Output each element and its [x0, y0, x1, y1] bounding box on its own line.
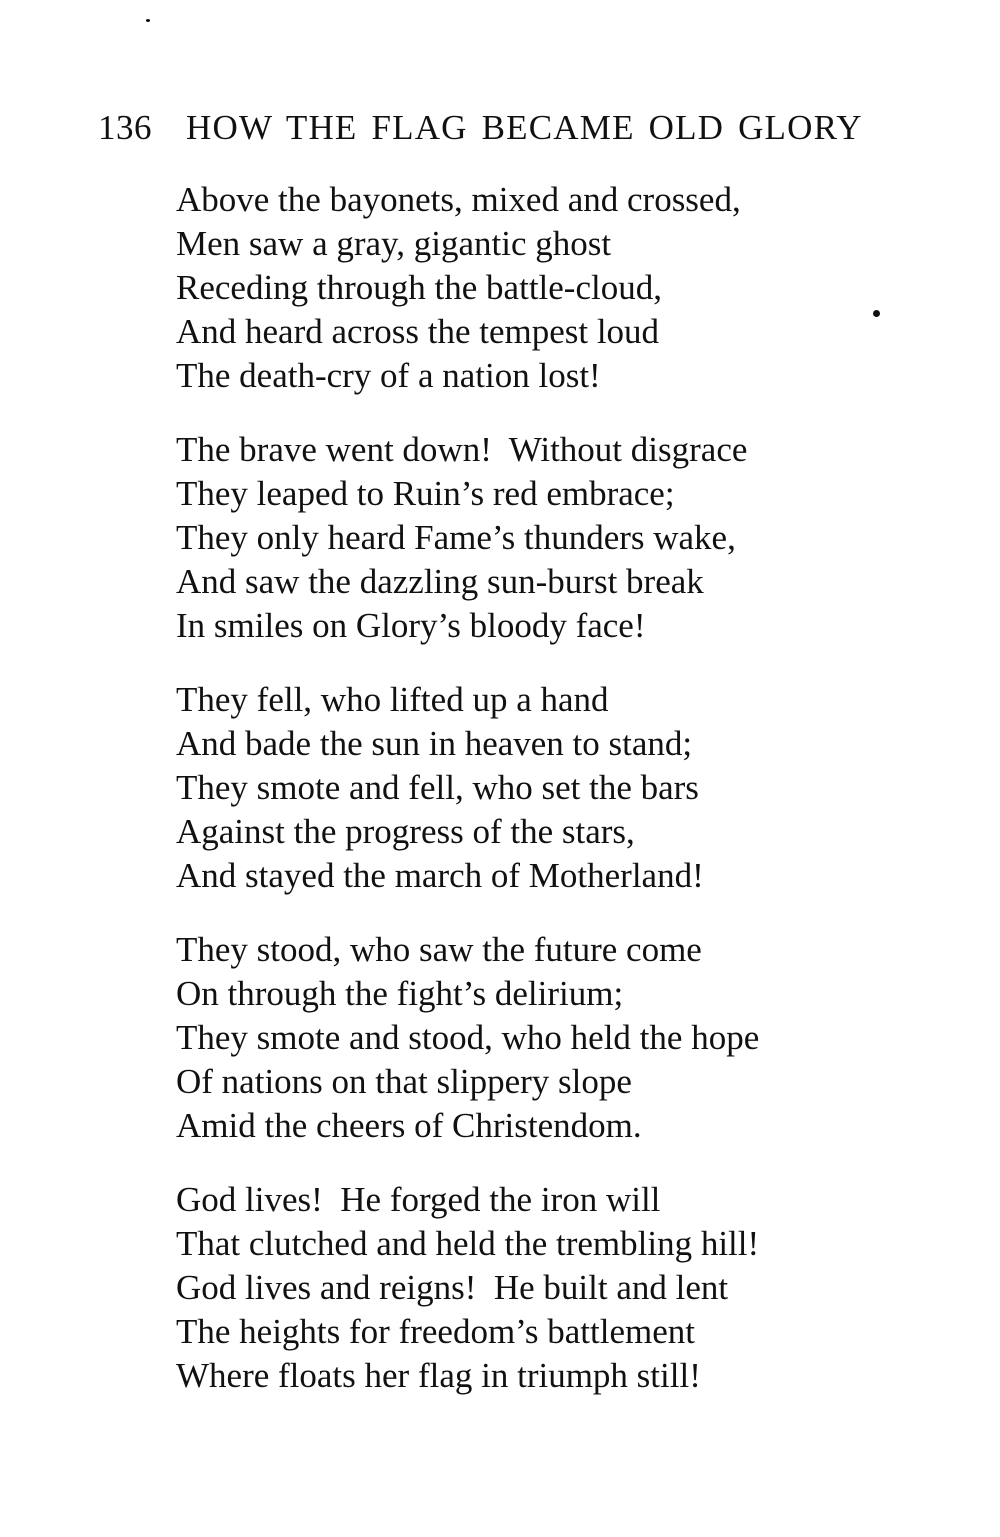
poem-line: God lives! He forged the iron will [176, 1180, 661, 1219]
poem-line: Receding through the battle-cloud, [176, 268, 662, 307]
running-title: HOW THE FLAG BECAME OLD GLORY [186, 108, 863, 147]
poem-line: They stood, who saw the future come [176, 930, 702, 969]
poem-line: Of nations on that slippery slope [176, 1062, 632, 1101]
poem-line: And saw the dazzling sun-burst break [176, 562, 704, 601]
poem-line: Against the progress of the stars, [176, 812, 635, 851]
poem-line: And stayed the march of Motherland! [176, 856, 704, 895]
poem-line: God lives and reigns! He built and lent [176, 1268, 729, 1307]
poem-line: That clutched and held the trembling hill! [176, 1224, 760, 1263]
stanza-3 [176, 678, 876, 898]
stanza-2 [176, 428, 876, 648]
poem-line: Where floats her flag in triumph still! [176, 1356, 701, 1395]
poem-line: The heights for freedom’s battlement [176, 1312, 696, 1351]
poem-line: They smote and fell, who set the bars [176, 768, 699, 807]
stanza-5 [176, 1178, 876, 1398]
running-head [98, 108, 918, 158]
poem-line: Amid the cheers of Christendom. [176, 1106, 642, 1145]
poem-line: On through the fight’s delirium; [176, 974, 624, 1013]
stanza-1 [176, 178, 876, 398]
poem-line: They leaped to Ruin’s red embrace; [176, 474, 675, 513]
poem-line: Above the bayonets, mixed and crossed, [176, 180, 741, 219]
poem-line: And heard across the tempest loud [176, 312, 660, 351]
poem-line: Men saw a gray, gigantic ghost [176, 224, 612, 263]
page-number: 136 [98, 108, 152, 147]
poem [176, 178, 876, 1428]
poem-line: They fell, who lifted up a hand [176, 680, 609, 719]
poem-line: And bade the sun in heaven to stand; [176, 724, 693, 763]
poem-line: They only heard Fame’s thunders wake, [176, 518, 736, 557]
ink-speck [146, 19, 150, 22]
poem-line: In smiles on Glory’s bloody face! [176, 606, 646, 645]
poem-line: They smote and stood, who held the hope [176, 1018, 760, 1057]
poem-line: The brave went down! Without disgrace [176, 430, 748, 469]
poem-line: The death-cry of a nation lost! [176, 356, 601, 395]
stanza-4 [176, 928, 876, 1148]
